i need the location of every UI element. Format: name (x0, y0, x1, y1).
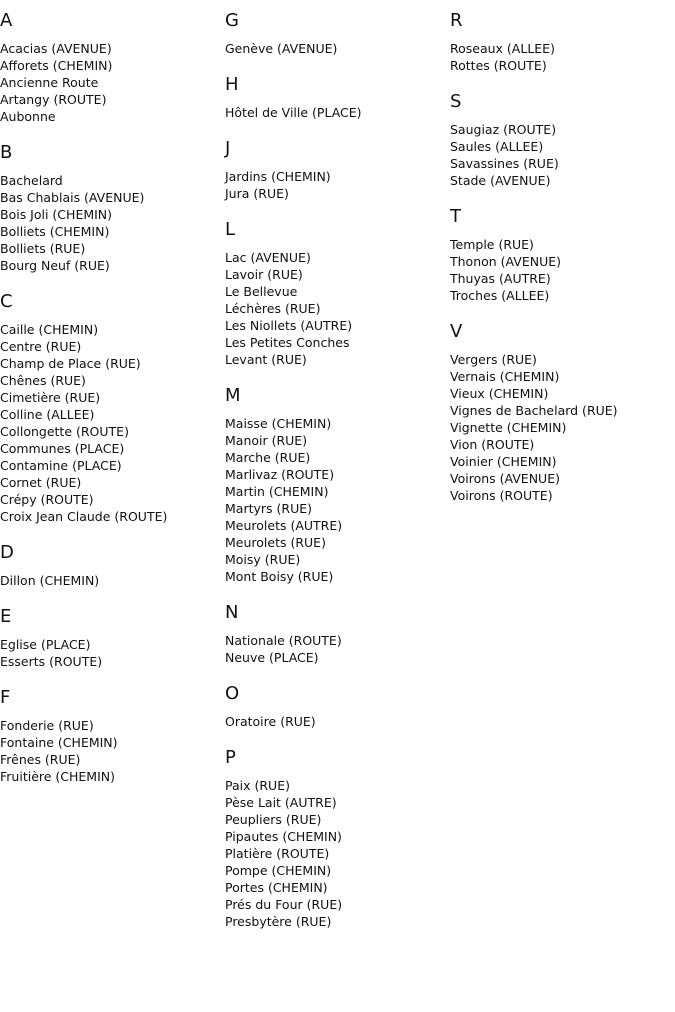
street-link[interactable]: Voirons (AVENUE) (450, 471, 560, 486)
street-list (450, 121, 675, 189)
letter-section-l (225, 219, 450, 368)
street-link[interactable]: Marche (RUE) (225, 450, 311, 465)
street-link[interactable]: Bourg Neuf (RUE) (0, 258, 110, 273)
street-link[interactable]: Vignette (CHEMIN) (450, 420, 567, 435)
street-list (225, 249, 450, 368)
section-letter-heading: T (450, 206, 461, 227)
street-list (0, 40, 225, 125)
letter-section-d (0, 542, 225, 589)
street-link[interactable]: Fonderie (RUE) (0, 718, 94, 733)
section-letter-heading: E (0, 606, 12, 627)
street-link[interactable]: Esserts (ROUTE) (0, 654, 103, 669)
street-link[interactable]: Voinier (CHEMIN) (450, 454, 557, 469)
street-link[interactable]: Thonon (AVENUE) (450, 254, 562, 269)
letter-section-r (450, 10, 675, 74)
street-link[interactable]: Colline (ALLEE) (0, 407, 95, 422)
street-link[interactable]: Pompe (CHEMIN) (225, 863, 332, 878)
letter-section-t (450, 206, 675, 304)
street-list (225, 777, 450, 930)
street-link[interactable]: Les Petites Conches (225, 335, 350, 350)
street-link[interactable]: Vieux (CHEMIN) (450, 386, 549, 401)
section-letter-heading: L (225, 219, 236, 240)
section-letter-heading: V (450, 321, 463, 342)
street-list (225, 40, 450, 57)
street-link[interactable]: Vignes de Bachelard (RUE) (450, 403, 618, 418)
street-link[interactable]: Nationale (ROUTE) (225, 633, 342, 648)
street-link[interactable]: Lavoir (RUE) (225, 267, 303, 282)
street-list (0, 636, 225, 670)
street-link[interactable]: Troches (ALLEE) (450, 288, 550, 303)
street-link[interactable]: Paix (RUE) (225, 778, 290, 793)
section-letter-heading: H (225, 74, 239, 95)
street-list (0, 321, 225, 525)
street-link[interactable]: Vergers (RUE) (450, 352, 537, 367)
letter-section-o (225, 683, 450, 730)
street-list (450, 236, 675, 304)
street-link[interactable]: Bois Joli (CHEMIN) (0, 207, 113, 222)
street-link[interactable]: Pipautes (CHEMIN) (225, 829, 342, 844)
street-link[interactable]: Portes (CHEMIN) (225, 880, 328, 895)
letter-section-g (225, 10, 450, 57)
section-letter-heading: B (0, 142, 13, 163)
street-link[interactable]: Genève (AVENUE) (225, 41, 338, 56)
street-link[interactable]: Pèse Lait (AUTRE) (225, 795, 337, 810)
street-link[interactable]: Cimetière (RUE) (0, 390, 101, 405)
street-link[interactable]: Bolliets (RUE) (0, 241, 86, 256)
street-list (450, 40, 675, 74)
section-letter-heading: J (225, 138, 231, 159)
letter-section-c (0, 291, 225, 525)
street-link[interactable]: Caille (CHEMIN) (0, 322, 99, 337)
street-link[interactable]: Rottes (ROUTE) (450, 58, 547, 73)
street-link[interactable]: Voirons (ROUTE) (450, 488, 553, 503)
letter-section-a (0, 10, 225, 125)
street-link[interactable]: Mont Boisy (RUE) (225, 569, 334, 584)
street-link[interactable]: Bolliets (CHEMIN) (0, 224, 110, 239)
street-link[interactable]: Afforets (CHEMIN) (0, 58, 113, 73)
street-list (450, 351, 675, 504)
letter-section-h (225, 74, 450, 121)
street-link[interactable]: Contamine (PLACE) (0, 458, 122, 473)
street-link[interactable]: Communes (PLACE) (0, 441, 125, 456)
street-link[interactable]: Platière (ROUTE) (225, 846, 330, 861)
street-link[interactable]: Martyrs (RUE) (225, 501, 312, 516)
section-letter-heading: R (450, 10, 463, 31)
street-link[interactable]: Bas Chablais (AVENUE) (0, 190, 145, 205)
street-link[interactable]: Les Niollets (AUTRE) (225, 318, 353, 333)
letter-section-s (450, 91, 675, 189)
street-link[interactable]: Artangy (ROUTE) (0, 92, 107, 107)
letter-section-f (0, 687, 225, 785)
section-letter-heading: M (225, 385, 241, 406)
street-link[interactable]: Moisy (RUE) (225, 552, 301, 567)
index-column-3 (450, 10, 675, 521)
street-link[interactable]: Crépy (ROUTE) (0, 492, 94, 507)
street-link[interactable]: Vernais (CHEMIN) (450, 369, 560, 384)
street-link[interactable]: Neuve (PLACE) (225, 650, 319, 665)
street-link[interactable]: Stade (AVENUE) (450, 173, 551, 188)
street-link[interactable]: Eglise (PLACE) (0, 637, 91, 652)
street-link[interactable]: Maisse (CHEMIN) (225, 416, 332, 431)
street-link[interactable]: Prés du Four (RUE) (225, 897, 343, 912)
street-link[interactable]: Centre (RUE) (0, 339, 82, 354)
street-link[interactable]: Saules (ALLEE) (450, 139, 544, 154)
street-link[interactable]: Chênes (RUE) (0, 373, 86, 388)
street-link[interactable]: Acacias (AVENUE) (0, 41, 112, 56)
index-column-1 (0, 10, 225, 802)
street-link[interactable]: Manoir (RUE) (225, 433, 308, 448)
street-link[interactable]: Marlivaz (ROUTE) (225, 467, 335, 482)
street-link[interactable]: Cornet (RUE) (0, 475, 82, 490)
index-column-2 (225, 10, 450, 947)
letter-section-n (225, 602, 450, 666)
street-link[interactable]: Presbytère (RUE) (225, 914, 332, 929)
street-list (225, 168, 450, 202)
street-link[interactable]: Collongette (ROUTE) (0, 424, 129, 439)
street-list (225, 104, 450, 121)
street-link[interactable]: Champ de Place (RUE) (0, 356, 141, 371)
section-letter-heading: G (225, 10, 239, 31)
street-link[interactable]: Temple (RUE) (450, 237, 534, 252)
street-link[interactable]: Fruitière (CHEMIN) (0, 769, 116, 784)
section-letter-heading: O (225, 683, 240, 704)
street-list (0, 572, 225, 589)
street-link[interactable]: Saugiaz (ROUTE) (450, 122, 557, 137)
letter-section-p (225, 747, 450, 930)
street-link[interactable]: Vion (ROUTE) (450, 437, 535, 452)
street-link[interactable]: Oratoire (RUE) (225, 714, 316, 729)
street-link[interactable]: Meurolets (RUE) (225, 535, 326, 550)
street-link[interactable]: Jardins (CHEMIN) (225, 169, 331, 184)
street-link[interactable]: Bachelard (0, 173, 63, 188)
street-link[interactable]: Peupliers (RUE) (225, 812, 322, 827)
street-link[interactable]: Aubonne (0, 109, 56, 124)
street-link[interactable]: Frênes (RUE) (0, 752, 81, 767)
section-letter-heading: A (0, 10, 13, 31)
street-link[interactable]: Ancienne Route (0, 75, 99, 90)
letter-section-e (0, 606, 225, 670)
section-letter-heading: N (225, 602, 239, 623)
street-link[interactable]: Martin (CHEMIN) (225, 484, 329, 499)
street-link[interactable]: Savassines (RUE) (450, 156, 559, 171)
street-link[interactable]: Croix Jean Claude (ROUTE) (0, 509, 168, 524)
street-link[interactable]: Levant (RUE) (225, 352, 307, 367)
letter-section-v (450, 321, 675, 504)
street-link[interactable]: Lac (AVENUE) (225, 250, 311, 265)
letter-section-m (225, 385, 450, 585)
street-link[interactable]: Meurolets (AUTRE) (225, 518, 343, 533)
street-list (0, 717, 225, 785)
section-letter-heading: S (450, 91, 462, 112)
section-letter-heading: D (0, 542, 14, 563)
letter-section-b (0, 142, 225, 274)
street-link[interactable]: Hôtel de Ville (PLACE) (225, 105, 362, 120)
street-link[interactable]: Thuyas (AUTRE) (450, 271, 551, 286)
section-letter-heading: C (0, 291, 13, 312)
street-list (0, 172, 225, 274)
street-list (225, 415, 450, 585)
street-link[interactable]: Léchères (RUE) (225, 301, 321, 316)
street-link[interactable]: Le Bellevue (225, 284, 298, 299)
letter-section-j (225, 138, 450, 202)
street-link[interactable]: Jura (RUE) (225, 186, 289, 201)
street-link[interactable]: Dillon (CHEMIN) (0, 573, 100, 588)
street-list (225, 632, 450, 666)
section-letter-heading: P (225, 747, 236, 768)
street-link[interactable]: Roseaux (ALLEE) (450, 41, 555, 56)
section-letter-heading: F (0, 687, 11, 708)
street-link[interactable]: Fontaine (CHEMIN) (0, 735, 118, 750)
street-list (225, 713, 450, 730)
